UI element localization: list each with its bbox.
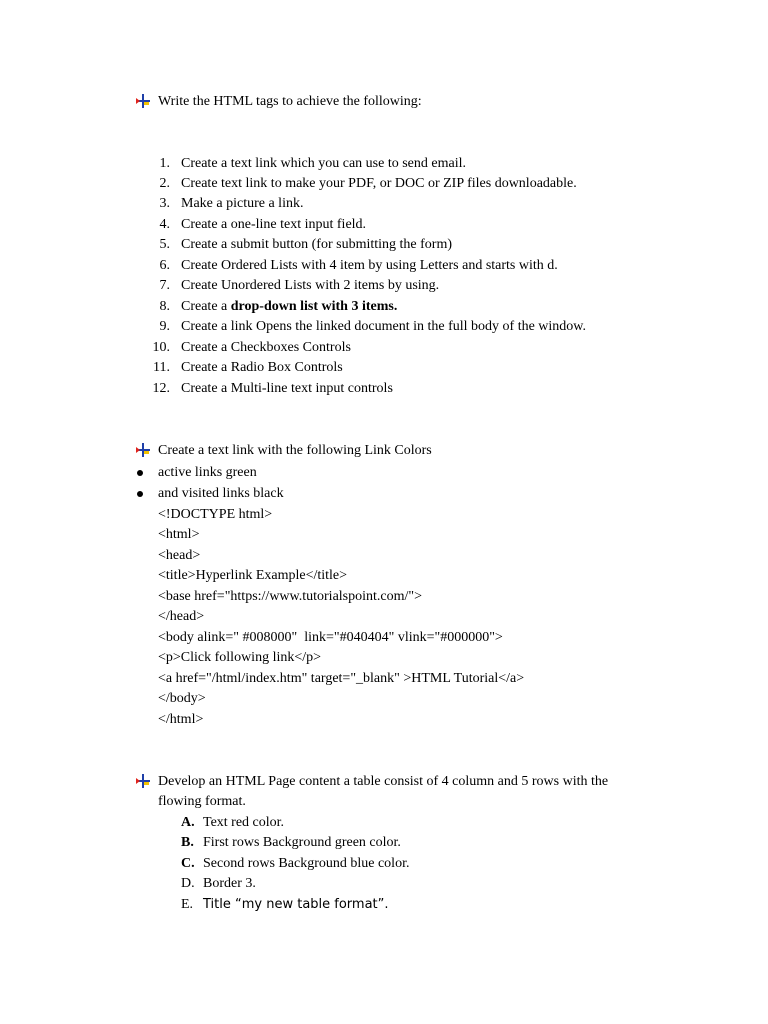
list-item-text: Second rows Background blue color. bbox=[203, 856, 410, 871]
code-line: <!DOCTYPE html> bbox=[158, 507, 273, 522]
list-item-text: Create a Checkboxes Controls bbox=[181, 340, 351, 355]
list-item-letter: E. bbox=[181, 897, 194, 912]
code-line: <title>Hyperlink Example</title> bbox=[158, 568, 348, 583]
list-item-text: Text red color. bbox=[203, 815, 285, 830]
list-item-text bbox=[181, 298, 397, 316]
section2-heading: Create a text link with the following Link Colors bbox=[158, 443, 432, 458]
list-item-text: First rows Background green color. bbox=[203, 835, 401, 850]
list-item-number: 6. bbox=[159, 258, 170, 273]
list-item-number: 9. bbox=[159, 319, 170, 334]
code-line: <base href="https://www.tutorialspoint.com/"> bbox=[158, 589, 423, 604]
arrow-bullet-icon bbox=[136, 94, 150, 108]
list-item-text: Create a link Opens the linked document in the full body of the window. bbox=[181, 319, 587, 334]
list-item-number: 3. bbox=[159, 196, 170, 211]
list-item-text: Create a Multi-line text input controls bbox=[181, 381, 393, 396]
list-item-number: 5. bbox=[159, 237, 170, 252]
code-line: </body> bbox=[158, 691, 206, 706]
list-item-letter: D. bbox=[181, 876, 195, 891]
arrow-bullet-icon bbox=[136, 774, 150, 788]
list-item-letter: C. bbox=[181, 856, 195, 871]
code-line: </html> bbox=[158, 712, 204, 727]
list-item-text: Create text link to make your PDF, or DOC or ZIP files downloadable. bbox=[181, 176, 577, 191]
code-line: <head> bbox=[158, 548, 201, 563]
code-line: <html> bbox=[158, 527, 200, 542]
list-item-number: 12. bbox=[152, 381, 170, 396]
list-item-text: Make a picture a link. bbox=[181, 196, 304, 211]
section3-heading-line1: Develop an HTML Page content a table consist of 4 column and 5 rows with the bbox=[158, 774, 609, 789]
list-item-text: Border 3. bbox=[203, 876, 256, 891]
list-item-text: Create Unordered Lists with 2 items by using. bbox=[181, 278, 440, 293]
code-line: </head> bbox=[158, 609, 205, 624]
bullet-dot-icon bbox=[137, 470, 143, 476]
list-item-number: 10. bbox=[152, 340, 170, 355]
section3-heading-line2: flowing format. bbox=[158, 794, 246, 809]
list-item-text-bold: drop-down list with 3 items. bbox=[230, 299, 398, 314]
list-item-text: Create a text link which you can use to send email. bbox=[181, 156, 466, 171]
list-item-text-prefix: Create a bbox=[181, 299, 231, 314]
bullet-item: active links green bbox=[158, 465, 257, 480]
list-item-number: 7. bbox=[159, 278, 170, 293]
list-item-text: Title “my new table format”. bbox=[203, 897, 389, 912]
code-line: <p>Click following link</p> bbox=[158, 650, 322, 665]
bullet-item: and visited links black bbox=[158, 486, 284, 501]
code-line: <a href="/html/index.htm" target="_blank" >HTML Tutorial</a> bbox=[158, 671, 525, 686]
list-item-number: 1. bbox=[159, 156, 170, 171]
list-item-text: Create a one-line text input field. bbox=[181, 217, 367, 232]
list-item-number: 4. bbox=[159, 217, 170, 232]
list-item-number: 11. bbox=[153, 360, 170, 375]
list-item-text: Create a Radio Box Controls bbox=[181, 360, 343, 375]
list-item-text: Create a submit button (for submitting the form) bbox=[181, 237, 453, 252]
list-item-number: 8. bbox=[159, 299, 170, 314]
arrow-bullet-icon bbox=[136, 443, 150, 457]
list-item-letter: B. bbox=[181, 835, 194, 850]
list-item-number: 2. bbox=[159, 176, 170, 191]
bullet-dot-icon bbox=[137, 491, 143, 497]
list-item-letter: A. bbox=[181, 815, 195, 830]
code-line: <body alink=" #008000" link="#040404" vlink="#000000"> bbox=[158, 630, 503, 645]
section1-heading: Write the HTML tags to achieve the following: bbox=[158, 94, 422, 109]
list-item-text: Create Ordered Lists with 4 item by using Letters and starts with d. bbox=[181, 258, 558, 273]
